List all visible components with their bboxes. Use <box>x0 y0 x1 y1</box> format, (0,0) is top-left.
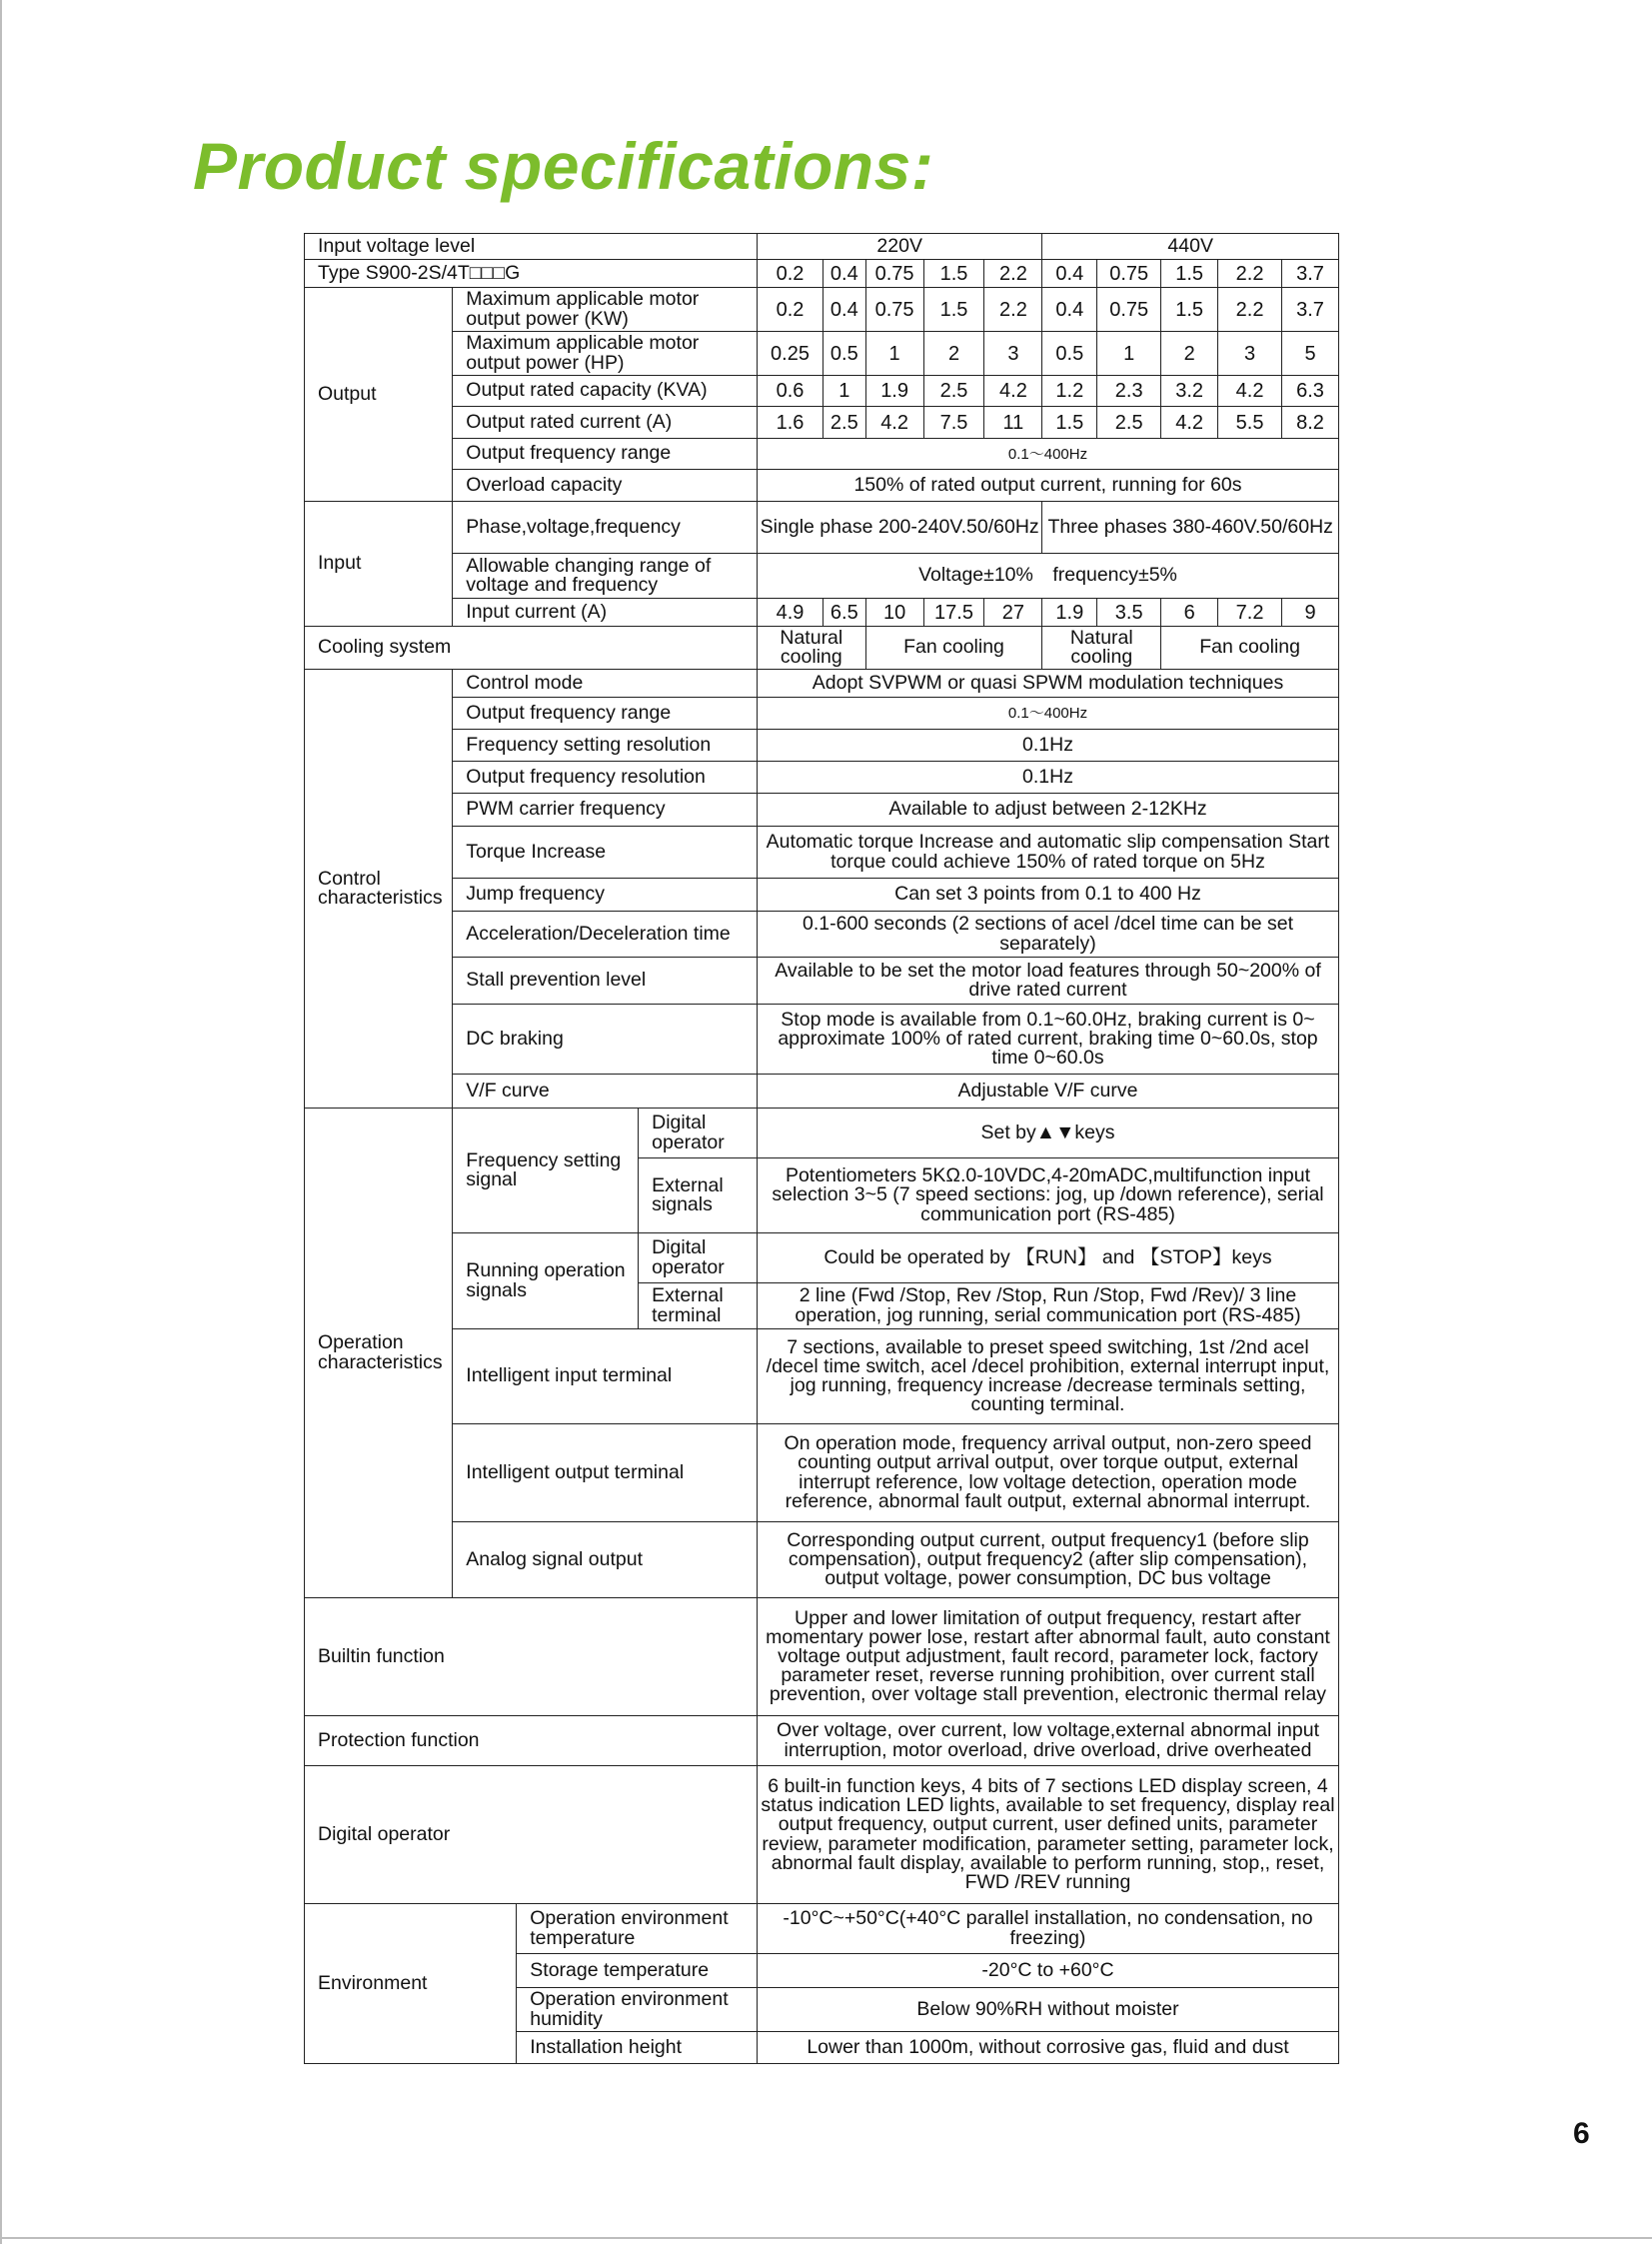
row-label: Maximum applicable motor output power (KW) <box>453 288 758 332</box>
cell-value: Below 90%RH without moister <box>757 1988 1338 2032</box>
cell-value: 0.1～400Hz <box>757 439 1338 470</box>
type-value: 0.75 <box>1097 260 1161 288</box>
row-label: Control mode <box>453 670 758 698</box>
cell-value: 7.5 <box>923 407 984 439</box>
table-row <box>305 958 1339 1005</box>
row-label: Frequency setting signal <box>453 1109 639 1233</box>
cell-value: 5 <box>1282 332 1339 376</box>
cell-value: 0.4 <box>1042 288 1097 332</box>
table-row <box>305 407 1339 439</box>
table-row <box>305 260 1339 288</box>
row-label: Torque Increase <box>453 827 758 879</box>
table-row <box>305 1109 1339 1158</box>
row-label: Output frequency resolution <box>453 762 758 794</box>
page-title: Product specifications: <box>193 129 934 203</box>
cell-value: 7 sections, available to preset speed switching, 1st /2nd acel /decel time switch, acel /decel prohibition, external interrupt input, jog running, frequency increase /decrease terminals setting, counting terminal. <box>757 1329 1338 1424</box>
cell-value: Single phase 200-240V.50/60Hz <box>757 502 1041 554</box>
table-row <box>305 1522 1339 1598</box>
table-row <box>305 627 1339 670</box>
row-label: Phase,voltage,frequency <box>453 502 758 554</box>
table-row <box>305 1766 1339 1904</box>
type-value: 2.2 <box>1218 260 1282 288</box>
row-label: Intelligent output terminal <box>453 1424 758 1522</box>
cell-value: 11 <box>984 407 1042 439</box>
cell-value: 0.25 <box>757 332 823 376</box>
cell-value: 1.5 <box>923 288 984 332</box>
table-row <box>305 1005 1339 1075</box>
output-group-label: Output <box>305 288 453 502</box>
row-label: Frequency setting resolution <box>453 730 758 762</box>
builtin-label: Builtin function <box>305 1598 758 1716</box>
cell-value: 0.1Hz <box>757 762 1338 794</box>
cell-value: 0.75 <box>865 288 923 332</box>
cell-value: Could be operated by 【RUN】 and 【STOP】keys <box>757 1233 1338 1283</box>
cell-value: 0.1～400Hz <box>757 698 1338 730</box>
environment-group-label: Environment <box>305 1904 517 2064</box>
table-row <box>305 1424 1339 1522</box>
cell-value: 0.2 <box>757 288 823 332</box>
row-label: Acceleration/Deceleration time <box>453 912 758 958</box>
type-value: 3.7 <box>1282 260 1339 288</box>
cell-value: Lower than 1000m, without corrosive gas, fluid and dust <box>757 2032 1338 2064</box>
type-value: 1.5 <box>923 260 984 288</box>
cell-value: 0.5 <box>1042 332 1097 376</box>
type-value: 0.4 <box>824 260 866 288</box>
cell-value: Available to adjust between 2-12KHz <box>757 794 1338 827</box>
row-label: Output rated current (A) <box>453 407 758 439</box>
cell-value: 2 <box>923 332 984 376</box>
spec-table <box>304 233 1339 2064</box>
cell-value: Adopt SVPWM or quasi SPWM modulation techniques <box>757 670 1338 698</box>
operation-group-label: Operation characteristics <box>305 1109 453 1598</box>
table-row <box>305 879 1339 912</box>
protection-label: Protection function <box>305 1716 758 1766</box>
cell-value: 6 <box>1161 599 1218 627</box>
table-row <box>305 502 1339 554</box>
type-value: 1.5 <box>1161 260 1218 288</box>
row-label: Operation environment humidity <box>517 1988 758 2032</box>
cell-value: 17.5 <box>923 599 984 627</box>
table-row <box>305 288 1339 332</box>
row-label: Intelligent input terminal <box>453 1329 758 1424</box>
cell-value: 9 <box>1282 599 1339 627</box>
sub-label: Digital operator <box>639 1109 758 1158</box>
table-row <box>305 730 1339 762</box>
cell-value: Upper and lower limitation of output frequency, restart after momentary power lose, restart after abnormal fault, auto constant voltage output adjustment, fault record, parameter lock, factory parameter reset, reverse running prohibition, over current stall prevention, over voltage stall prevention, electronic thermal relay <box>757 1598 1338 1716</box>
row-label: V/F curve <box>453 1075 758 1109</box>
cell-value: 2.3 <box>1097 376 1161 407</box>
cell-value: 4.2 <box>1161 407 1218 439</box>
cell-value: 4.2 <box>865 407 923 439</box>
table-row <box>305 1904 1339 1954</box>
cell-value: Over voltage, over current, low voltage,external abnormal input interruption, motor overload, drive overload, drive overheated <box>757 1716 1338 1766</box>
voltage-440-header: 440V <box>1042 234 1339 260</box>
cell-value: 0.4 <box>824 288 866 332</box>
table-row <box>305 470 1339 502</box>
row-label: Jump frequency <box>453 879 758 912</box>
cell-value: Natural cooling <box>1042 627 1161 670</box>
row-label: Output rated capacity (KVA) <box>453 376 758 407</box>
row-label: PWM carrier frequency <box>453 794 758 827</box>
cell-value: 150% of rated output current, running for 60s <box>757 470 1338 502</box>
row-label: Storage temperature <box>517 1954 758 1988</box>
row-label: Overload capacity <box>453 470 758 502</box>
cell-value: 2 line (Fwd /Stop, Rev /Stop, Run /Stop, Fwd /Rev)/ 3 line operation, jog running, serial communication port (RS-485) <box>757 1283 1338 1329</box>
cell-value: Fan cooling <box>865 627 1042 670</box>
cell-value: Corresponding output current, output frequency1 (before slip compensation), output frequency2 (after slip compensation), output voltage, power consumption, DC bus voltage <box>757 1522 1338 1598</box>
cell-value: -10°C~+50°C(+40°C parallel installation, no condensation, no freezing) <box>757 1904 1338 1954</box>
cell-value: Stop mode is available from 0.1~60.0Hz, braking current is 0~ approximate 100% of rated current, braking time 0~60.0s, stop time 0~60.0s <box>757 1005 1338 1075</box>
cell-value: 0.5 <box>824 332 866 376</box>
cell-value: 0.6 <box>757 376 823 407</box>
cell-value: 3.7 <box>1282 288 1339 332</box>
row-label: DC braking <box>453 1005 758 1075</box>
cell-value: 1 <box>824 376 866 407</box>
table-row <box>305 698 1339 730</box>
table-row <box>305 332 1339 376</box>
table-row <box>305 1329 1339 1424</box>
type-value: 0.2 <box>757 260 823 288</box>
cell-value: 1 <box>1097 332 1161 376</box>
cell-value: 0.75 <box>1097 288 1161 332</box>
type-value: 0.4 <box>1042 260 1097 288</box>
cell-value: Three phases 380-460V.50/60Hz <box>1042 502 1339 554</box>
cell-value: On operation mode, frequency arrival output, non-zero speed counting output arrival output, over torque output, external interrupt reference, low voltage detection, operation mode reference, abnormal fault output, external abnormal interrupt. <box>757 1424 1338 1522</box>
cell-value: 2.2 <box>1218 288 1282 332</box>
table-row <box>305 1598 1339 1716</box>
cell-value: 3 <box>984 332 1042 376</box>
cell-value: Voltage±10% frequency±5% <box>757 554 1338 599</box>
table-row <box>305 912 1339 958</box>
cell-value: 1 <box>865 332 923 376</box>
cell-value: 2.5 <box>1097 407 1161 439</box>
table-row <box>305 827 1339 879</box>
cell-value: 8.2 <box>1282 407 1339 439</box>
cell-value: 5.5 <box>1218 407 1282 439</box>
table-row <box>305 794 1339 827</box>
cell-value: 3 <box>1218 332 1282 376</box>
input-group-label: Input <box>305 502 453 627</box>
table-row <box>305 1716 1339 1766</box>
row-label: Input current (A) <box>453 599 758 627</box>
row-label: Installation height <box>517 2032 758 2064</box>
row-label: Output frequency range <box>453 698 758 730</box>
cell-value: 1.5 <box>1161 288 1218 332</box>
cell-value: 1.2 <box>1042 376 1097 407</box>
input-voltage-label: Input voltage level <box>305 234 758 260</box>
type-value: 0.75 <box>865 260 923 288</box>
voltage-220-header: 220V <box>757 234 1041 260</box>
table-row <box>305 1075 1339 1109</box>
cell-value: 1.9 <box>1042 599 1097 627</box>
row-label: Operation environment temperature <box>517 1904 758 1954</box>
cell-value: 2.5 <box>923 376 984 407</box>
cell-value: Natural cooling <box>757 627 865 670</box>
digital-operator-label: Digital operator <box>305 1766 758 1904</box>
cell-value: 6.5 <box>824 599 866 627</box>
type-label: Type S900-2S/4T□□□G <box>305 260 758 288</box>
cell-value: 1.6 <box>757 407 823 439</box>
sub-label: Digital operator <box>639 1233 758 1283</box>
sub-label: External signals <box>639 1158 758 1233</box>
cell-value: 1.5 <box>1042 407 1097 439</box>
row-label: Maximum applicable motor output power (HP) <box>453 332 758 376</box>
cell-value: 0.1Hz <box>757 730 1338 762</box>
cell-value: 6.3 <box>1282 376 1339 407</box>
page-edge-bottom <box>0 2237 1652 2239</box>
cell-value: 4.9 <box>757 599 823 627</box>
row-label: Running operation signals <box>453 1233 639 1329</box>
row-label: Stall prevention level <box>453 958 758 1005</box>
cell-value: 1.9 <box>865 376 923 407</box>
cell-value: 2.2 <box>984 288 1042 332</box>
page-edge-left <box>0 0 2 2244</box>
table-row <box>305 234 1339 260</box>
cell-value: 10 <box>865 599 923 627</box>
page-number: 6 <box>1573 2117 1590 2150</box>
sub-label: External terminal <box>639 1283 758 1329</box>
cell-value: Set by▲▼keys <box>757 1109 1338 1158</box>
cell-value: Available to be set the motor load features through 50~200% of drive rated current <box>757 958 1338 1005</box>
cell-value: Fan cooling <box>1161 627 1339 670</box>
cell-value: 3.5 <box>1097 599 1161 627</box>
table-row <box>305 554 1339 599</box>
row-label: Output frequency range <box>453 439 758 470</box>
table-row <box>305 376 1339 407</box>
cell-value: 4.2 <box>1218 376 1282 407</box>
table-row <box>305 670 1339 698</box>
control-group-label: Control characteristics <box>305 670 453 1109</box>
cell-value: 6 built-in function keys, 4 bits of 7 sections LED display screen, 4 status indication LED lights, available to set frequency, display real output frequency, output current, user defined units, parameter review, parameter modification, parameter setting, parameter lock, abnormal fault display, available to perform running, stop,, reset, FWD /REV running <box>757 1766 1338 1904</box>
cell-value: Automatic torque Increase and automatic slip compensation Start torque could achieve 150% of rated torque on 5Hz <box>757 827 1338 879</box>
table-row <box>305 439 1339 470</box>
cell-value: Can set 3 points from 0.1 to 400 Hz <box>757 879 1338 912</box>
cell-value: -20°C to +60°C <box>757 1954 1338 1988</box>
row-label: Allowable changing range of voltage and frequency <box>453 554 758 599</box>
cell-value: 2.5 <box>824 407 866 439</box>
table-row <box>305 762 1339 794</box>
row-label: Analog signal output <box>453 1522 758 1598</box>
cooling-label: Cooling system <box>305 627 758 670</box>
cell-value: Adjustable V/F curve <box>757 1075 1338 1109</box>
cell-value: 27 <box>984 599 1042 627</box>
type-value: 2.2 <box>984 260 1042 288</box>
table-row <box>305 1233 1339 1283</box>
table-row <box>305 599 1339 627</box>
cell-value: 4.2 <box>984 376 1042 407</box>
cell-value: 0.1-600 seconds (2 sections of acel /dcel time can be set separately) <box>757 912 1338 958</box>
cell-value: 7.2 <box>1218 599 1282 627</box>
cell-value: 3.2 <box>1161 376 1218 407</box>
cell-value: Potentiometers 5KΩ.0-10VDC,4-20mADC,multifunction input selection 3~5 (7 speed sections: jog, up /down reference), serial communication port (RS-485) <box>757 1158 1338 1233</box>
cell-value: 2 <box>1161 332 1218 376</box>
